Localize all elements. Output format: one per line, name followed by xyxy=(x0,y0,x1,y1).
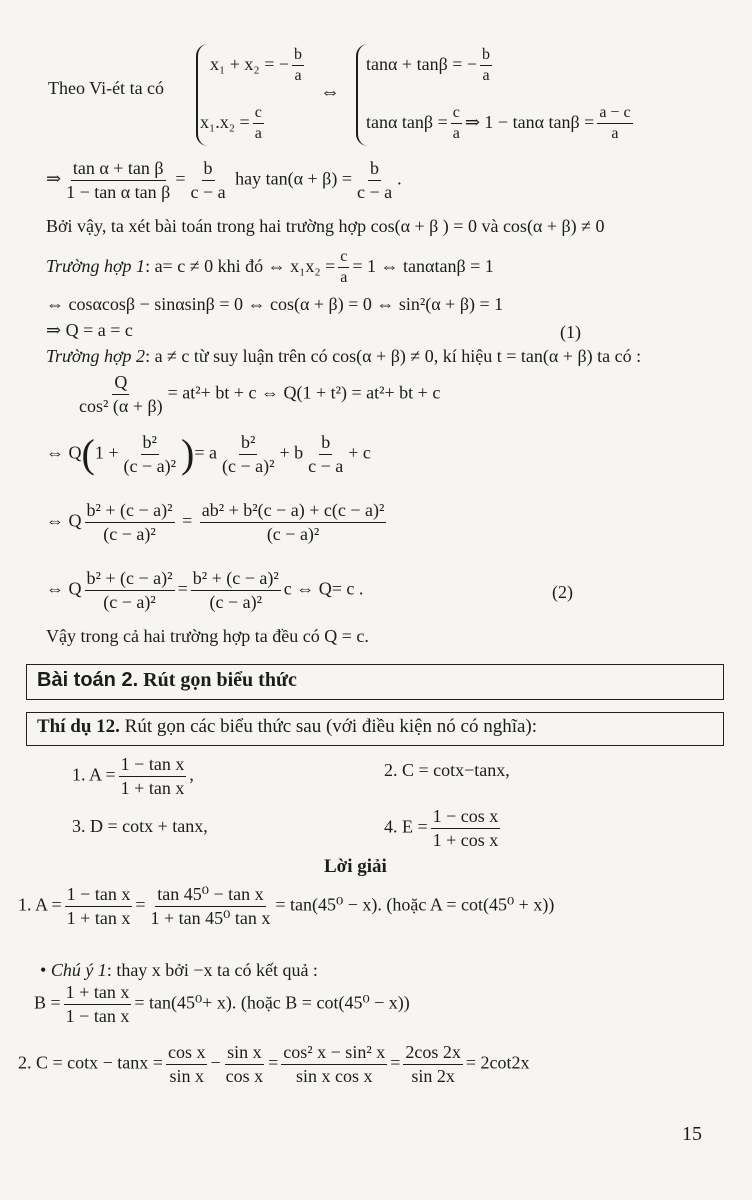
item-4: 4. E = $\frac{\text{1 − cos x}}{\text{1 + cos x}}$ xyxy=(384,806,499,850)
bullet-icon: • xyxy=(40,960,47,980)
case1-line3: ⇒ Q = a = c xyxy=(46,320,133,340)
cases-intro: Bởi vậy, ta xét bài toán trong hai trường hợp cos(α + β ) = 0 và cos(α + β) ≠ 0 xyxy=(46,216,605,236)
vieta-sys1-row1: x₁ + x₂ = − $\frac{b}{a}$ xyxy=(210,46,303,85)
item-3: 3. D = cotx + tanx, xyxy=(72,816,208,836)
note-formula: B = $\frac{\text{1 + tan x}}{\text{1 − tan x}}$ = tan(45⁰+ x). (hoặc B = cot(45⁰ − x)) xyxy=(34,982,410,1026)
case2-eq3: ⇔ Q $\frac{\text{b² + (c − a)²}}{\text{(c − a)²}}$ = $\frac{\text{ab² + b²(c − a) + c(c − a)²}}{\text{(c − a)²}}$ xyxy=(46,500,385,544)
vieta-equiv: ⇔ xyxy=(320,81,340,103)
item-2: 2. C = cotx−tanx, xyxy=(384,760,510,780)
section-heading: Bài toán 2. Rút gọn biểu thức xyxy=(26,664,724,700)
case1-line2: ⇔ cosαcosβ − sinαsinβ = 0 ⇔ cos(α + β) = 0 ⇔ sin²(α + β) = 1 xyxy=(46,294,504,314)
vieta-lead: Theo Vi-ét ta có xyxy=(48,78,165,98)
equation-tag-2: (2) xyxy=(552,582,573,602)
vieta-sys2-row2: tanα tanβ = $\frac{c}{a}$ ⇒ 1 − tanα tanβ = $\frac{a - c}{a}$ xyxy=(366,104,631,143)
solution-2: 2. C = cotx − tanx = $\frac{\text{cos x}}{\text{sin x}}$ − $\frac{\text{sin x}}{\text{cos x}}$ = $\frac{\text{cos² x − sin² x}}{\text{sin x cos x}}$ = $\frac{2\cos 2x}{\sin 2x}$ = 2cot2x xyxy=(18,1042,530,1086)
case2-eq4: ⇔ Q $\frac{\text{b² + (c − a)²}}{\text{(c − a)²}}$ = $\frac{\text{b² + (c − a)²}}{\text{(c − a)²}}$ c ⇔ Q= c . xyxy=(46,568,364,612)
equation-tag-1: (1) xyxy=(560,322,581,342)
case2-eq2: ⇔ Q(1 + $\frac{\text{b²}}{\text{(c − a)²}}$ )= a $\frac{\text{b²}}{\text{(c − a)²}}$ + b $\frac{b}{c - a}$ + c xyxy=(46,431,371,477)
case2-eq1: $\frac{Q}{\text{cos² (α + β)}}$ = at²+ bt + c ⇔ Q(1 + t²) = at²+ bt + c xyxy=(79,372,441,416)
vieta-sys1-row2: x₁.x₂ = $\frac{c}{a}$ xyxy=(200,104,262,143)
case1-line1: Trường hợp 1: a= c ≠ 0 khi đó ⇔ x₁x₂ = $\frac{c}{a}$ = 1 ⇔ tanαtanβ = 1 xyxy=(46,248,494,287)
note-line: • Chú ý 1: thay x bởi −x ta có kết quả : xyxy=(40,960,318,980)
page-number: 15 xyxy=(682,1123,702,1145)
result-line: ⇒ $\frac{\text{tan α + tan β}}{\text{1 − tan α tan β}}$ = $\frac{b}{c - a}$ hay tan(α + β) = $\frac{b}{c - a}$ . xyxy=(46,158,402,202)
solution-1: 1. A = $\frac{\text{1 − tan x}}{\text{1 + tan x}}$ = $\frac{\text{tan 45⁰ − tan x}}{\text{1 + tan 45⁰ tan x}}$ = tan(45⁰ − x). (hoặc A = cot(45⁰ + x)) xyxy=(18,884,555,928)
example-heading: Thí dụ 12. Rút gọn các biểu thức sau (với điều kiện nó có nghĩa): xyxy=(26,712,724,746)
solution-title: Lời giải xyxy=(324,856,387,877)
vieta-sys2-row1: tanα + tanβ = − $\frac{b}{a}$ xyxy=(366,46,491,85)
case2-line1: Trường hợp 2: a ≠ c từ suy luận trên có cos(α + β) ≠ 0, kí hiệu t = tan(α + β) ta có : xyxy=(46,346,642,366)
conclusion: Vậy trong cả hai trường hợp ta đều có Q = c. xyxy=(46,626,369,646)
item-1: 1. A = $\frac{\text{1 − tan x}}{\text{1 + tan x}}$ , xyxy=(72,754,194,798)
